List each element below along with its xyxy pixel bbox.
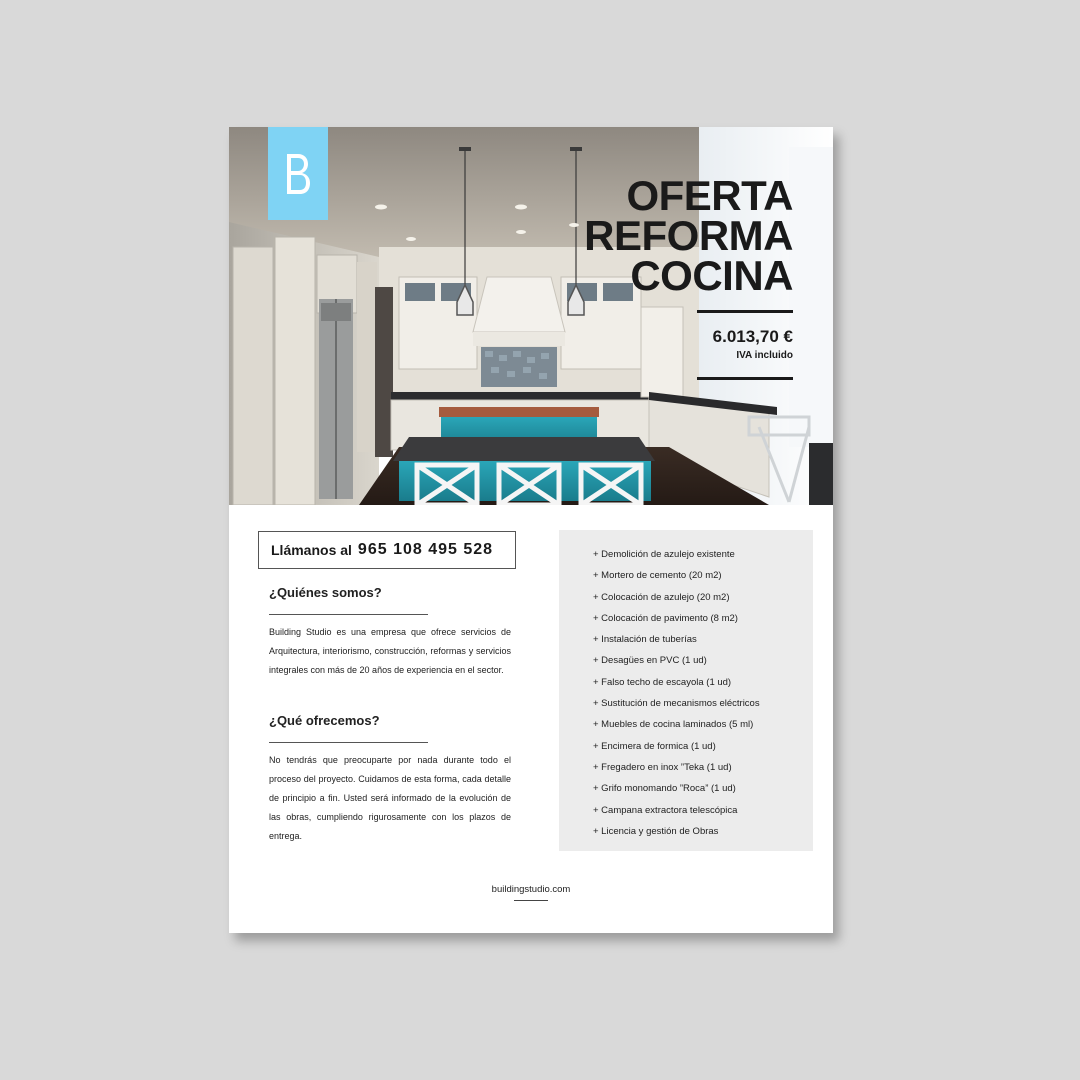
price: 6.013,70 € (712, 327, 793, 346)
title-line-1: OFERTA (626, 172, 793, 219)
contact-box (258, 531, 516, 569)
service-item: + Fregadero en inox ”Teka (1 ud) (593, 761, 732, 773)
flyer-page (229, 127, 833, 933)
service-item: + Campana extractora telescópica (593, 804, 738, 816)
phone-number[interactable]: 965 108 495 528 (357, 541, 494, 558)
brand-logo (268, 127, 328, 220)
price-divider (697, 377, 793, 380)
contact-label: Llámanos al (271, 542, 352, 558)
service-item: + Muebles de cocina laminados (5 ml) (593, 719, 754, 731)
service-item: + Demolición de azulejo existente (593, 549, 735, 560)
service-item: + Colocación de pavimento (8 m2) (593, 612, 738, 624)
service-item: + Desagües en PVC (1 ud) (593, 655, 707, 667)
service-item: + Falso techo de escayola (1 ud) (593, 676, 732, 688)
footer-divider (514, 900, 548, 901)
offer-text: No tendrás que preocuparte por nada durante todo el proceso del proyecto. Cuidamos de esta forma, cada detalle de principio a fin. Usted será informado de la evolución de las obras, cumpliendo rigurosamente con los plazos de entrega. (269, 755, 511, 841)
service-item: + Mortero de cemento (20 m2) (593, 570, 722, 582)
logo-b-icon (283, 152, 313, 196)
title-line-2: REFORMA (584, 212, 793, 259)
offer-heading: ¿Qué ofrecemos? (269, 713, 380, 728)
about-heading: ¿Quiénes somos? (269, 585, 382, 600)
offer-divider (269, 742, 428, 743)
offer-title-block (533, 172, 793, 380)
about-divider (269, 614, 428, 615)
service-item: + Grifo monomando ”Roca” (1 ud) (593, 783, 736, 795)
about-text: Building Studio es una empresa que ofrece servicios de Arquitectura, interiorismo, construcción, reformas y servicios integrales con más de 20 años de experiencia en el sector. (269, 627, 511, 675)
title-line-3: COCINA (630, 252, 793, 299)
service-item: + Instalación de tuberías (593, 634, 697, 646)
title-divider (697, 310, 793, 313)
service-item: + Colocación de azulejo (20 m2) (593, 591, 730, 603)
services-list (559, 530, 813, 842)
service-item: + Sustitución de mecanismos eléctricos (593, 698, 760, 710)
tax-note: IVA incluido (736, 350, 793, 361)
kitchen-photo (229, 127, 833, 505)
website-url[interactable]: buildingstudio.com (491, 884, 571, 895)
service-item: + Licencia y gestión de Obras (593, 825, 719, 837)
service-item: + Encimera de formica (1 ud) (593, 740, 716, 752)
services-panel (559, 530, 813, 851)
